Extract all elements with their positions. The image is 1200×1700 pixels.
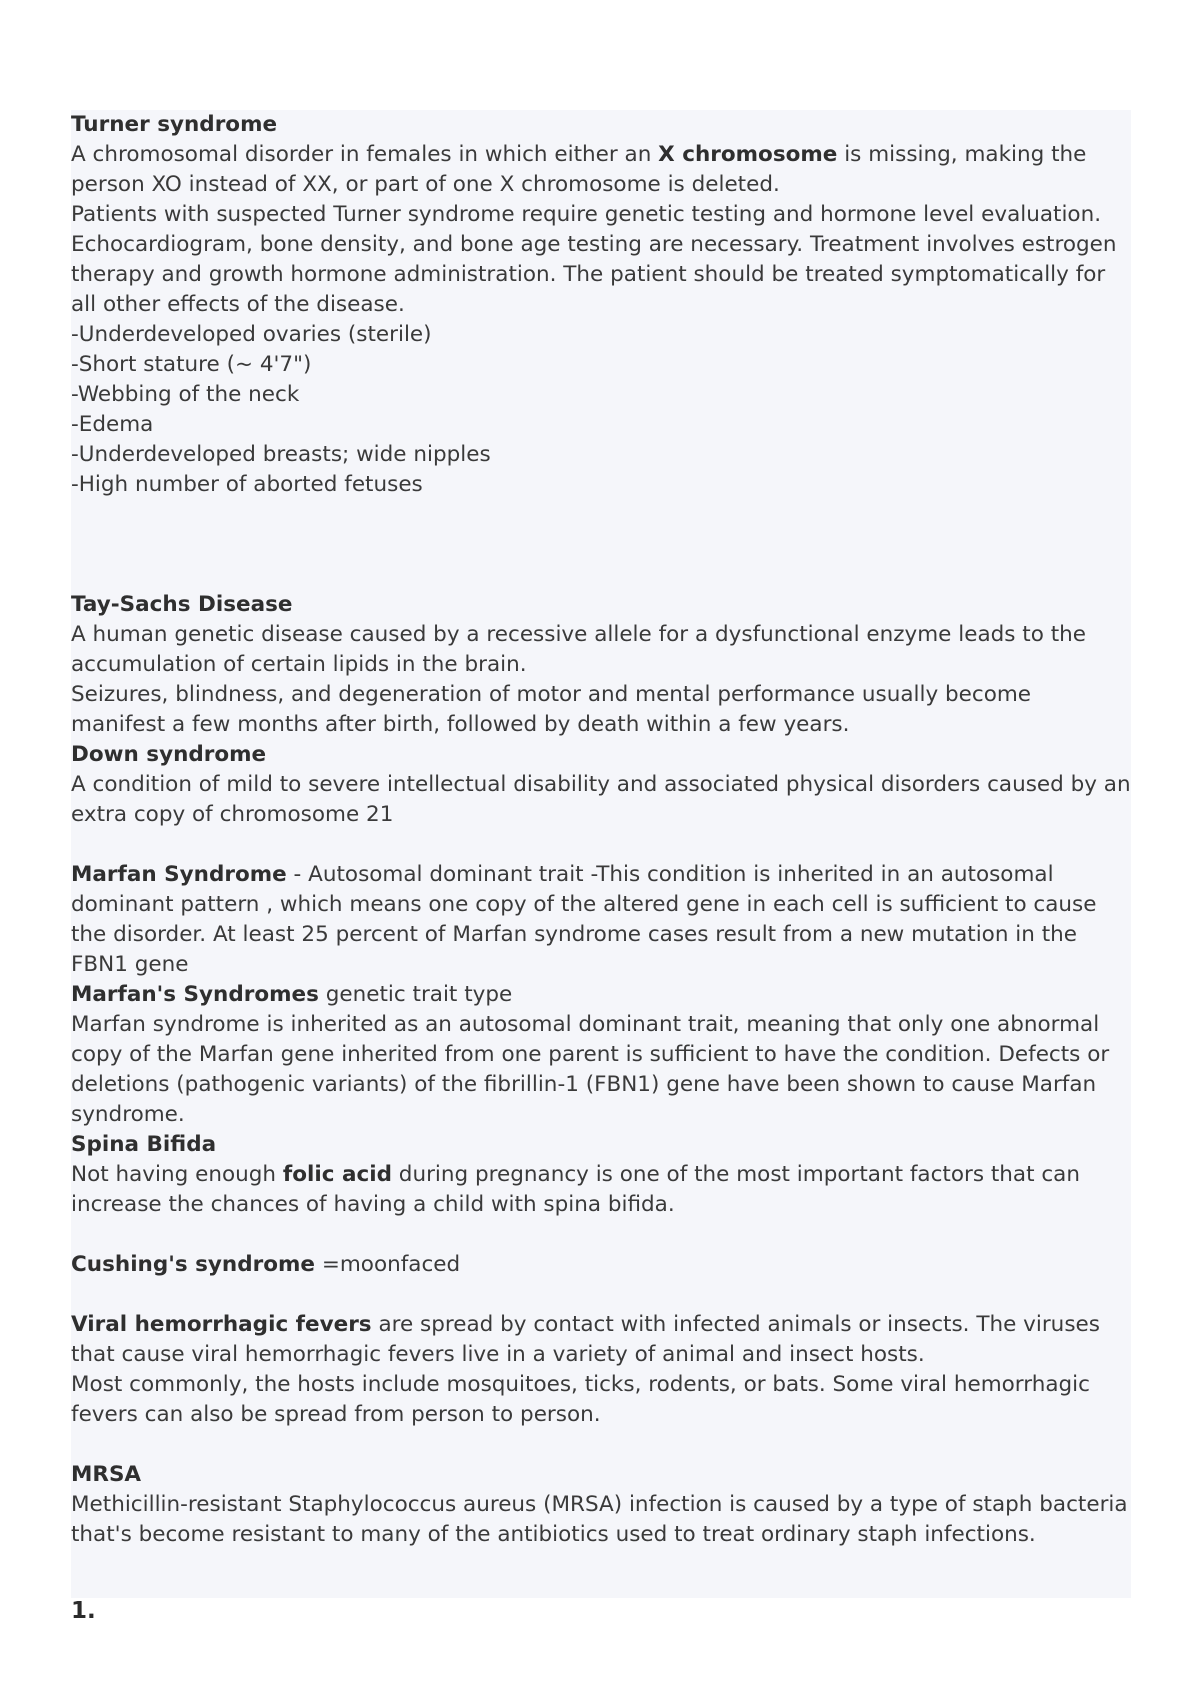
turner-symptom: -High number of aborted fetuses — [71, 472, 423, 497]
section-spacer — [71, 500, 1131, 590]
viral-title: Viral hemorrhagic fevers — [71, 1312, 372, 1337]
marfan-title: Marfan Syndrome — [71, 862, 287, 887]
cushing-entry: Cushing's syndrome =moonfaced — [71, 1252, 461, 1277]
turner-paragraph: Patients with suspected Turner syndrome require genetic testing and hormone level evaluation. Echocardiogram, bone density, and bone age testing are necessary. Treatment involves estrogen therapy and growth hormone administration. The patient should be treated symptomatically for all other effects of the disease. — [71, 202, 1117, 317]
marfans-title: Marfan's Syndromes — [71, 982, 319, 1007]
folic-acid-term: folic acid — [282, 1162, 392, 1187]
document-content — [71, 110, 1131, 1550]
turner-title: Turner syndrome — [71, 112, 278, 137]
down-description: A condition of mild to severe intellectual disability and associated physical disorders caused by an extra copy of chromosome 21 — [71, 772, 1131, 827]
section-spacer — [71, 830, 1131, 860]
spina-bifida-description: Not having enough folic acid during pregnancy is one of the most important factors that can increase the chances of having a child with spina bifida. — [71, 1162, 1080, 1217]
viral-detail: Most commonly, the hosts include mosquitoes, ticks, rodents, or bats. Some viral hemorrhagic fevers can also be spread from person to person. — [71, 1372, 1090, 1427]
turner-symptom: -Underdeveloped ovaries (sterile) — [71, 322, 432, 347]
marfans-description: Marfan syndrome is inherited as an autosomal dominant trait, meaning that only one abnormal copy of the Marfan gene inherited from one parent is sufficient to have the condition. Defects or deletions (pathogenic variants) of the fibrillin-1 (FBN1) gene have been shown to cause Marfan syndrome. — [71, 1012, 1110, 1127]
turner-description: A chromosomal disorder in females in which either an X chromosome is missing, making the person XO instead of XX, or part of one X chromosome is deleted. — [71, 142, 1087, 197]
list-number: 1. — [71, 1598, 96, 1624]
viral-entry: Viral hemorrhagic fevers are spread by contact with infected animals or insects. The viruses that cause viral hemorrhagic fevers live in a variety of animal and insect hosts. — [71, 1312, 1100, 1367]
spina-bifida-title: Spina Bifida — [71, 1132, 217, 1157]
section-spacer — [71, 1280, 1131, 1310]
mrsa-title: MRSA — [71, 1462, 142, 1487]
tay-sachs-title: Tay-Sachs Disease — [71, 592, 293, 617]
down-title: Down syndrome — [71, 742, 267, 767]
x-chromosome-term: X chromosome — [658, 142, 838, 167]
section-spacer — [71, 1430, 1131, 1460]
turner-symptom: -Webbing of the neck — [71, 382, 300, 407]
turner-symptom: -Underdeveloped breasts; wide nipples — [71, 442, 491, 467]
section-spacer — [71, 1220, 1131, 1250]
marfans-heading: Marfan's Syndromes genetic trait type — [71, 982, 513, 1007]
marfan-entry: Marfan Syndrome - Autosomal dominant trait -This condition is inherited in an autosomal dominant pattern , which means one copy of the altered gene in each cell is sufficient to cause the disorder. At least 25 percent of Marfan syndrome cases result from a new mutation in the FBN1 gene — [71, 862, 1097, 977]
turner-symptom: -Edema — [71, 412, 154, 437]
cushing-title: Cushing's syndrome — [71, 1252, 315, 1277]
tay-sachs-description: A human genetic disease caused by a recessive allele for a dysfunctional enzyme leads to the accumulation of certain lipids in the brain. — [71, 622, 1087, 677]
tay-sachs-detail: Seizures, blindness, and degeneration of motor and mental performance usually become manifest a few months after birth, followed by death within a few years. — [71, 682, 1032, 737]
mrsa-description: Methicillin-resistant Staphylococcus aureus (MRSA) infection is caused by a type of staph bacteria that's become resistant to many of the antibiotics used to treat ordinary staph infections. — [71, 1492, 1128, 1547]
document-card — [71, 110, 1131, 1598]
turner-symptom: -Short stature (~ 4'7") — [71, 352, 312, 377]
